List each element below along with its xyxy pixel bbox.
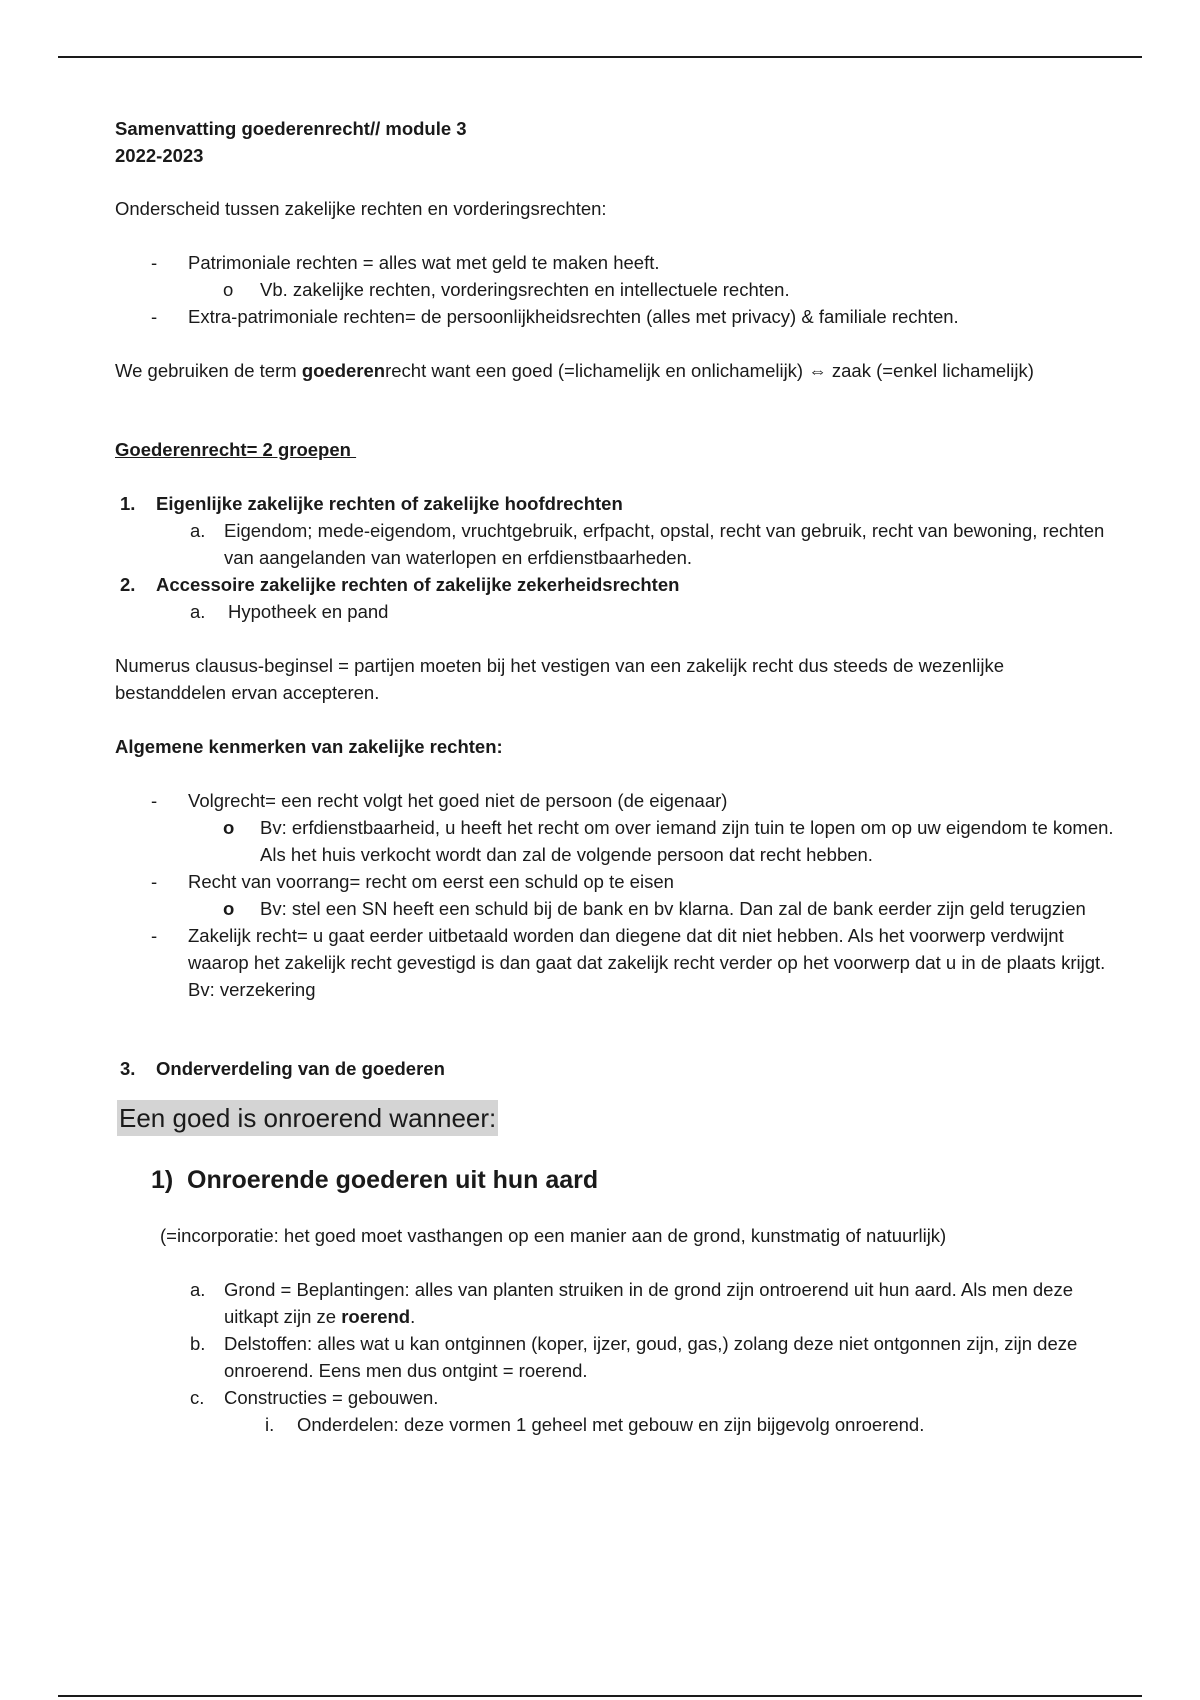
list-letter: b. [190, 1333, 206, 1354]
highlighted-heading-wrap [115, 1100, 1115, 1136]
list-item-text: Zakelijk recht= u gaat eerder uitbetaald worden dan diegene dat dit niet hebben. Als het voorwerp verdwijnt waarop het zakelijk recht gevestigd is dan gaat dat zakelijk recht verder op het voorwerp dat u in de plaats krijgt. Bv: verzekering [188, 925, 1106, 1000]
bullet-dash: - [151, 925, 158, 946]
section-number: 3. [120, 1058, 136, 1079]
list-item-text: Grond = Beplantingen: alles van planten struiken in de grond zijn ontroerend uit hun aard. Als men deze uitkapt zijn ze roerend. [224, 1279, 1073, 1327]
list-item [115, 490, 1115, 517]
list-item [115, 895, 1115, 922]
list-item [115, 1384, 1115, 1411]
list-item [115, 1411, 1115, 1438]
list-item [115, 787, 1115, 814]
section-title: Onderverdeling van de goederen [156, 1058, 445, 1079]
list-item-text: Extra-patrimoniale rechten= de persoonlijkheidsrechten (alles met privacy) & familiale rechten. [188, 306, 959, 327]
roerend-bold: roerend [341, 1306, 411, 1327]
list-item-text: Bv: stel een SN heeft een schuld bij de bank en bv klarna. Dan zal de bank eerder zijn geld terugzien [260, 898, 1086, 919]
subheading [115, 1162, 1115, 1198]
list-item-text: Accessoire zakelijke rechten of zakelijke zekerheidsrechten [156, 574, 680, 595]
list-letter: a. [190, 601, 206, 622]
intro-paragraph: Onderscheid tussen zakelijke rechten en vorderingsrechten: [115, 198, 607, 219]
bullet-dash: - [151, 790, 158, 811]
document-year: 2022-2023 [115, 145, 204, 166]
document-page [115, 115, 1115, 1438]
list-roman: i. [265, 1414, 275, 1435]
list-item [115, 1330, 1115, 1384]
list-item-text: Delstoffen: alles wat u kan ontginnen (koper, ijzer, goud, gas,) zolang deze niet ontgonnen zijn, zijn deze onroerend. Eens men dus ontgint = roerend. [224, 1333, 1078, 1381]
bullet-dash: - [151, 306, 158, 327]
list-item [115, 571, 1115, 598]
list-item [115, 517, 1115, 571]
list-number: 1. [120, 493, 136, 514]
list-number: 2. [120, 574, 136, 595]
subheading-number: 1) [151, 1166, 174, 1194]
section-heading [115, 1055, 1115, 1082]
incorporatie-note: (=incorporatie: het goed moet vasthangen op een manier aan de grond, kunstmatig of natuurlijk) [160, 1225, 947, 1246]
list-item-text: Recht van voorrang= recht om eerst een schuld op te eisen [188, 871, 674, 892]
list-item-text: Eigendom; mede-eigendom, vruchtgebruik, erfpacht, opstal, recht van gebruik, recht van bewoning, rechten van aangelanden van waterlopen en erfdienstbaarheden. [224, 520, 1105, 568]
highlighted-heading: Een goed is onroerend wanneer: [117, 1100, 498, 1136]
bullet-dash: - [151, 252, 158, 273]
list-item [115, 922, 1115, 1003]
list-item-text: Vb. zakelijke rechten, vorderingsrechten en intellectuele rechten. [260, 279, 790, 300]
document-title: Samenvatting goederenrecht// module 3 [115, 118, 467, 139]
numerus-paragraph: Numerus clausus-beginsel = partijen moeten bij het vestigen van een zakelijk recht dus steeds de wezenlijke bestanddelen ervan accepteren. [115, 655, 1005, 703]
list-item-text: Eigenlijke zakelijke rechten of zakelijke hoofdrechten [156, 493, 623, 514]
bullet-circle: o [223, 279, 234, 300]
list-letter: a. [190, 1279, 206, 1300]
subheading-title: Onroerende goederen uit hun aard [187, 1166, 599, 1194]
bullet-circle: o [223, 817, 235, 838]
list-item [115, 276, 1115, 303]
list-item [115, 814, 1115, 868]
list-item [115, 598, 1115, 625]
list-letter: c. [190, 1387, 205, 1408]
list-item-text: Constructies = gebouwen. [224, 1387, 439, 1408]
list-item [115, 303, 1115, 330]
bullet-dash: - [151, 871, 158, 892]
list-item [115, 868, 1115, 895]
bullet-circle: o [223, 898, 235, 919]
groups-heading: Goederenrecht= 2 groepen [115, 439, 357, 460]
kenmerken-heading: Algemene kenmerken van zakelijke rechten: [115, 736, 503, 757]
list-item-text: Volgrecht= een recht volgt het goed niet de persoon (de eigenaar) [188, 790, 728, 811]
list-item [115, 1276, 1115, 1330]
list-item-text: Hypotheek en pand [228, 601, 389, 622]
list-item-text: Patrimoniale rechten = alles wat met geld te maken heeft. [188, 252, 660, 273]
list-item-text: Bv: erfdienstbaarheid, u heeft het recht om over iemand zijn tuin te lopen om op uw eigendom te komen. Als het huis verkocht wordt dan zal de volgende persoon dat recht hebben. [260, 817, 1114, 865]
term-paragraph: We gebruiken de term goederenrecht want een goed (=lichamelijk en onlichamelijk) ⇔ zaak (=enkel lichamelijk) [115, 360, 1034, 381]
list-item [115, 249, 1115, 276]
list-letter: a. [190, 520, 206, 541]
page-bottom-rule [58, 1695, 1142, 1697]
list-item-text: Onderdelen: deze vormen 1 geheel met gebouw en zijn bijgevolg onroerend. [297, 1414, 925, 1435]
page-top-rule [58, 56, 1142, 58]
term-bold: goederen [301, 360, 386, 381]
